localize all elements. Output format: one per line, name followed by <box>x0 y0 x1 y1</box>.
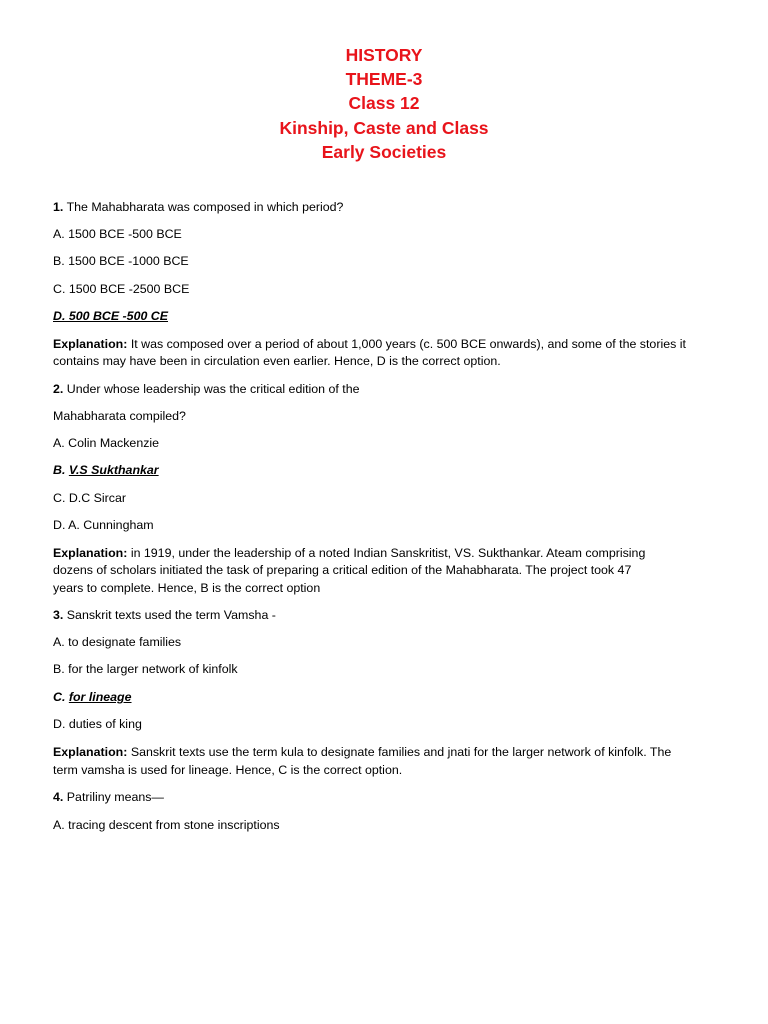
explanation-3-line-1 <box>53 744 671 762</box>
theme-title: THEME-3 <box>345 69 423 90</box>
explanation-1-line-2: contains may have been in circulation even earlier. Hence, D is the correct option. <box>53 354 501 368</box>
option-letter: C. <box>53 690 66 704</box>
option-a: A. 1500 BCE -500 BCE <box>53 227 182 241</box>
question-4 <box>53 789 164 807</box>
explanation-label: Explanation: <box>53 546 128 560</box>
explanation-text: It was composed over a period of about 1,000 years (c. 500 BCE onwards), and some of the stories it <box>130 337 686 351</box>
explanation-label: Explanation: <box>53 745 128 759</box>
question-1 <box>53 199 343 217</box>
answer-text: for lineage <box>68 690 132 704</box>
question-text: The Mahabharata was composed in which period? <box>66 200 344 214</box>
chapter-subtitle: Early Societies <box>321 141 447 162</box>
explanation-label: Explanation: <box>53 337 128 351</box>
explanation-3-line-2: term vamsha is used for lineage. Hence, C is the correct option. <box>53 763 403 777</box>
question-number: 3. <box>53 608 64 622</box>
explanation-2-line-1 <box>53 545 645 563</box>
question-2-continued: Mahabharata compiled? <box>53 409 186 423</box>
option-a: A. to designate families <box>53 635 182 649</box>
explanation-text: in 1919, under the leadership of a noted Indian Sanskritist, VS. Sukthankar. Ateam comprising <box>130 546 646 560</box>
option-a: A. tracing descent from stone inscriptions <box>53 818 280 832</box>
question-text: Under whose leadership was the critical edition of the <box>66 382 360 396</box>
question-number: 4. <box>53 790 64 804</box>
option-letter: B. <box>53 463 66 477</box>
explanation-2-line-2: dozens of scholars initiated the task of preparing a critical edition of the Mahabharata. The project took 47 <box>53 563 632 577</box>
question-3 <box>53 607 276 625</box>
option-b: B. for the larger network of kinfolk <box>53 662 238 676</box>
option-d: D. A. Cunningham <box>53 518 154 532</box>
chapter-title: Kinship, Caste and Class <box>279 117 489 138</box>
question-text: Patriliny means— <box>66 790 164 804</box>
question-number: 2. <box>53 382 64 396</box>
option-c: C. 1500 BCE -2500 BCE <box>53 282 190 296</box>
subject-title: HISTORY <box>345 45 423 65</box>
correct-option-c <box>53 689 132 707</box>
class-title: Class 12 <box>348 93 420 114</box>
correct-option-d: D. 500 BCE -500 CE <box>53 309 169 323</box>
question-number: 1. <box>53 200 64 214</box>
question-text: Sanskrit texts used the term Vamsha - <box>66 608 276 622</box>
option-a: A. Colin Mackenzie <box>53 436 160 450</box>
document-header <box>0 43 768 164</box>
answer-text: V.S Sukthankar <box>68 463 159 477</box>
option-c: C. D.C Sircar <box>53 491 126 505</box>
question-2 <box>53 381 360 399</box>
explanation-1-line-1 <box>53 336 686 354</box>
option-b: B. 1500 BCE -1000 BCE <box>53 254 189 268</box>
option-d: D. duties of king <box>53 717 142 731</box>
explanation-text: Sanskrit texts use the term kula to designate families and jnati for the larger network of kinfolk. The <box>130 745 672 759</box>
explanation-2-line-3: years to complete. Hence, B is the correct option <box>53 581 321 595</box>
correct-option-b <box>53 462 159 480</box>
